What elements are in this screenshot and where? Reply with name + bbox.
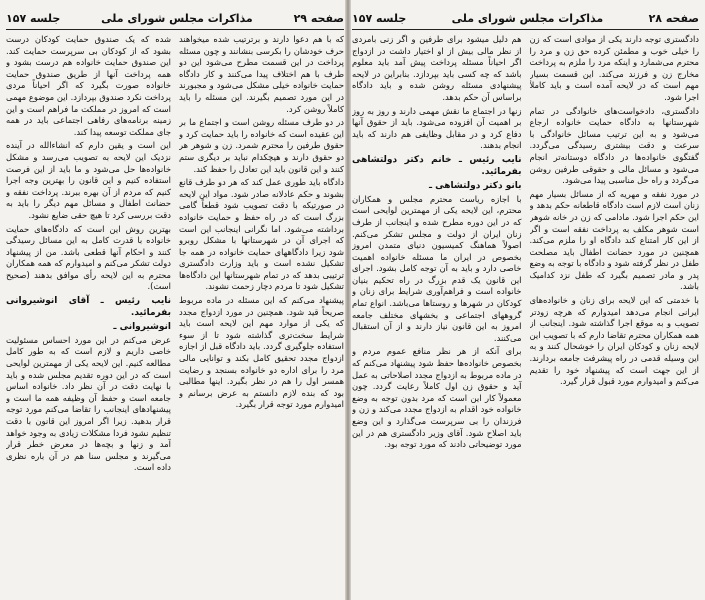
speaker-name: انوشیروانی ـ [113,322,171,333]
header-rule [352,29,699,30]
paragraph: دادگستری توجه دارند یکی از موادی است که زن را خیلی خوب و مطمئن کرده حق زن و مرد را محترم می‌شمارد و اینکه مرد را ملزم به پرداخت مخارج زن و فرزند می‌کند. این قسمت بسیار مهم است که در لایحه آمده است و باید کاملاً اجرا شود. [529,34,699,102]
book-gutter [345,0,351,600]
paragraph: در دو طرف مسئله روشن است و اجتماع ما بر این عقیده است که خانواده را باید حمایت کرد و حقوق طرفین را محترم شمرد. زن و شوهر هر دو حقوق دارند و هیچکدام نباید بر دیگری ستم کنند و این قانون باید این تعادل را حفظ کند. [179,117,344,174]
right-page [352,8,699,594]
header-rule [6,29,344,30]
paragraph: با خدمتی که این لایحه برای زنان و خانواده‌های ایرانی انجام می‌دهد امیدوارم که هرچه زودتر تصویب و به موقع اجرا گذاشته شود. اینجانب از همه همکاران محترم تقاضا دارم که با تصویب این لایحه زنان و کودکان ایران را خوشحال کنند و به این وسیله قدمی در راه پیشرفت جامعه بردارند. از این جهت است که پیشنهاد خود را تقدیم می‌کنم و امیدوارم مورد قبول قرار گیرد. [529,295,699,387]
speaker-name: بانو دکتر دولتشاهی ـ [428,181,522,192]
left-page-session: جلسه ۱۵۷ [6,11,61,25]
paragraph: پیشنهاد می‌کنم که این مسئله در ماده مربوط صریحاً قید شود. همچنین در مورد ازدواج مجدد که یکی از موارد مهم این لایحه است باید شرایط سخت‌تری گذاشته شود تا از سوء استفاده جلوگیری گردد. باید دادگاه قبل از اجازه ازدواج مجدد تحقیق کامل بکند و توانایی مالی مرد را برای اداره دو خانواده بسنجد و رضایت همسر اول را هم در نظر بگیرد. اینها مطالبی بود که بنده لازم دانستم به عرض برسانم و امیدوارم مورد توجه قرار بگیرد. [179,295,344,410]
left-page [6,8,344,594]
right-page-header [352,8,699,28]
paragraph: شده که یک صندوق حمایت کودکان درست بشود که از کودکان بی سرپرست حمایت کند. این صندوق حمایت خانواده هم درست بشود و همه پرداخت آنها از طریق صندوق حمایت خانواده صورت بگیرد که اگر احیاناً مردی پرداخت نکرد صندوق بپردازد. این موضوع مهمی است که امروز در مملکت ما فراهم است و این زمینه برنامه‌های رفاهی اجتماعی باید در همه جای مملکت توسعه پیدا کند. [6,34,171,137]
paragraph: هم دلیل میشود برای طرفین و اگر زنی بامردی از نظر مالی بیش از او اختیار داشت در ازدواج اگر احیاناً مسئله پرداخت پیش آمد باید معلوم باشد که چه کسی باید بپردازد. بنابراین در لایحه پیشنهادی مسئله روشن شده و باید دادگاه براساس آن حکم بدهد. [352,34,522,102]
paragraph: دادگستری، دادخواست‌های خانوادگی در تمام شهرستانها به دادگاه حمایت خانواده ارجاع می‌شود و به این ترتیب مسائل خانوادگی با سرعت و دقت بیشتری رسیدگی می‌گردد. گفتگوی خانواده‌ها در دادگاه دوستانه‌تر انجام می‌شود و مسائل مالی و حقوقی طرفین روشن می‌گردد و راه حل مناسبی پیدا می‌شود. [529,105,699,186]
right-page-column-right [530,34,700,594]
paragraph: در مورد نفقه و مهریه که از مسائل بسیار مهم زنان است لازم است دادگاه قاطعانه حکم بدهد و این حکم اجرا شود. مادامی که زن در خانه شوهر است شوهر مکلف به پرداخت نفقه است و اگر از این کار امتناع کند دادگاه او را ملزم می‌کند. همچنین در مورد حضانت اطفال باید مصلحت طفل در نظر گرفته شود و دادگاه با توجه به وضع پدر و مادر تصمیم بگیرد که طفل نزد کدامیک باشد. [529,188,699,292]
paragraph: با اجازه ریاست محترم مجلس و همکاران محترم، این لایحه یکی از مهمترین لوایحی است که در این دوره مطرح شده و اینجانب از طرف زنان ایران از دولت و مجلس تشکر می‌کنم. اصولاً هماهنگ کمیسیون دنیای متمدن امروز بخصوص در ایران ما مسئله خانواده اهمیت خاصی دارد و باید به آن توجه کامل بشود. اجرای این قانون یک قدم بزرگ در راه تحکیم بنیان خانواده است و فراهم‌آوری شرایط برای زنان و کودکان در شهرها و روستاها می‌باشد. انواع تمام گروههای اجتماعی و بخشهای مختلف جامعه امروز به این قانون نیاز دارند و از آن استقبال می‌کنند. [352,193,522,343]
speaker-line: نایب رئیس ـ آقای انوشیروانی بفرمائید. [6,296,171,318]
left-page-column-right [179,34,344,594]
left-page-column-left [6,34,171,594]
paragraph: بهترین روش این است که دادگاه‌های حمایت خانواده با قدرت کامل به این مسائل رسیدگی کنند و احکام آنها قطعی باشد. من از پیشنهاد دولت تشکر می‌کنم و امیدوارم که همه همکاران محترم به این لایحه رأی موافق بدهند (صحیح است). [6,223,171,292]
paragraph: دادگاه باید طوری عمل کند که هر دو طرف قانع بشوند و حکم عادلانه صادر شود. مواد این لایحه در صورتیکه با دقت تصویب شود قطعاً گامی بزرگ است که در راه حفظ و حمایت خانواده برداشته می‌شود. اما نگرانی اینجانب این است که اجرای آن در شهرستانها با مشکل روبرو شود زیرا دادگاههای حمایت خانواده در همه جا تشکیل نشده است و باید وزارت دادگستری ترتیبی بدهد که در تمام شهرستانها این دادگاه‌ها تشکیل شود تا مردم دچار زحمت نشوند. [179,177,344,292]
paragraph: که با هم دعوا دارند و برترتیب شده میخواهند حرف خودشان را بکرسی بنشانند و چون مسئله پرداخت در این قسمت مطرح می‌شود این دو طرف با هم اختلاف پیدا می‌کنند و کار دادگاه حمایت خانواده خیلی مشکل می‌شود و مجبورند در این مورد تصمیم بگیرند. این مسئله را باید کاملاً روشن کرد. [179,34,344,114]
right-page-columns [352,34,699,594]
paragraph: این است و یقین دارم که انشاءالله در آینده نزدیک این لایحه به تصویب می‌رسد و مشکل خانواده‌ها حل می‌شود و ما باید از این فرصت استفاده کنیم و این قانون را بهترین وجه اجرا کنیم که مردم از آن بهره ببرند. پرداخت نفقه و حضانت اطفال و مسائل مهم دیگر را باید به دقت بررسی کرد تا هیچ حقی ضایع نشود. [6,140,171,220]
paragraph: برای آنکه از هر نظر منافع عموم مردم و بخصوص خانواده‌ها حفظ شود پیشنهاد می‌کنم که در ماده مربوط به ازدواج مجدد اصلاحاتی به عمل آید و حقوق زن اول کاملاً رعایت گردد. چون معمولاً کار این است که مرد بدون توجه به وضع خانواده خود اقدام به ازدواج مجدد می‌کند و زن و فرزندان را بی سرپرست می‌گذارد و این وضع باید اصلاح شود. آقای وزیر دادگستری هم در این مورد توضیحاتی دادند که مورد توجه بود. [352,346,522,450]
paragraph: زنها در اجتماع ما نقش مهمی دارند و روز به روز بر اهمیت آن افزوده می‌شود. باید از حقوق آنها دفاع کرد و در مقابل وظایفی هم دارند که باید انجام بدهند. [352,105,522,151]
speaker-line: نایب رئیس ـ خانم دکتر دولتشاهی بفرمائید. [352,154,522,177]
left-page-number: صفحه ۲۹ [293,11,344,25]
right-page-title: مذاکرات مجلس شورای ملی [451,11,604,25]
left-page-header [6,8,344,28]
paragraph: عرض می‌کنم در این مورد احساس مسئولیت خاصی داریم و لازم است که به طور کامل مطالعه کنیم. این لایحه یکی از مهمترین لوایحی است که در این دوره تقدیم مجلس شده و باید با نهایت دقت در آن نظر داد. خانواده اساس جامعه است و حفظ آن وظیفه همه ما است و پیشنهادهای اینجانب را تقاضا می‌کنم مورد توجه قرار بدهید. زیرا اگر امروز این قانون با دقت تنظیم نشود فردا مشکلات زیادی به وجود خواهد آمد و زنها و بچه‌ها در معرض خطر قرار می‌گیرند و مجلس سنا هم در آن باره نظری داده است. [6,334,171,473]
left-page-title: مذاکرات مجلس شورای ملی [101,11,253,25]
right-page-column-left [352,34,522,594]
right-page-session: جلسه ۱۵۷ [352,11,407,25]
right-page-number: صفحه ۲۸ [648,11,699,25]
left-page-columns [6,34,344,594]
